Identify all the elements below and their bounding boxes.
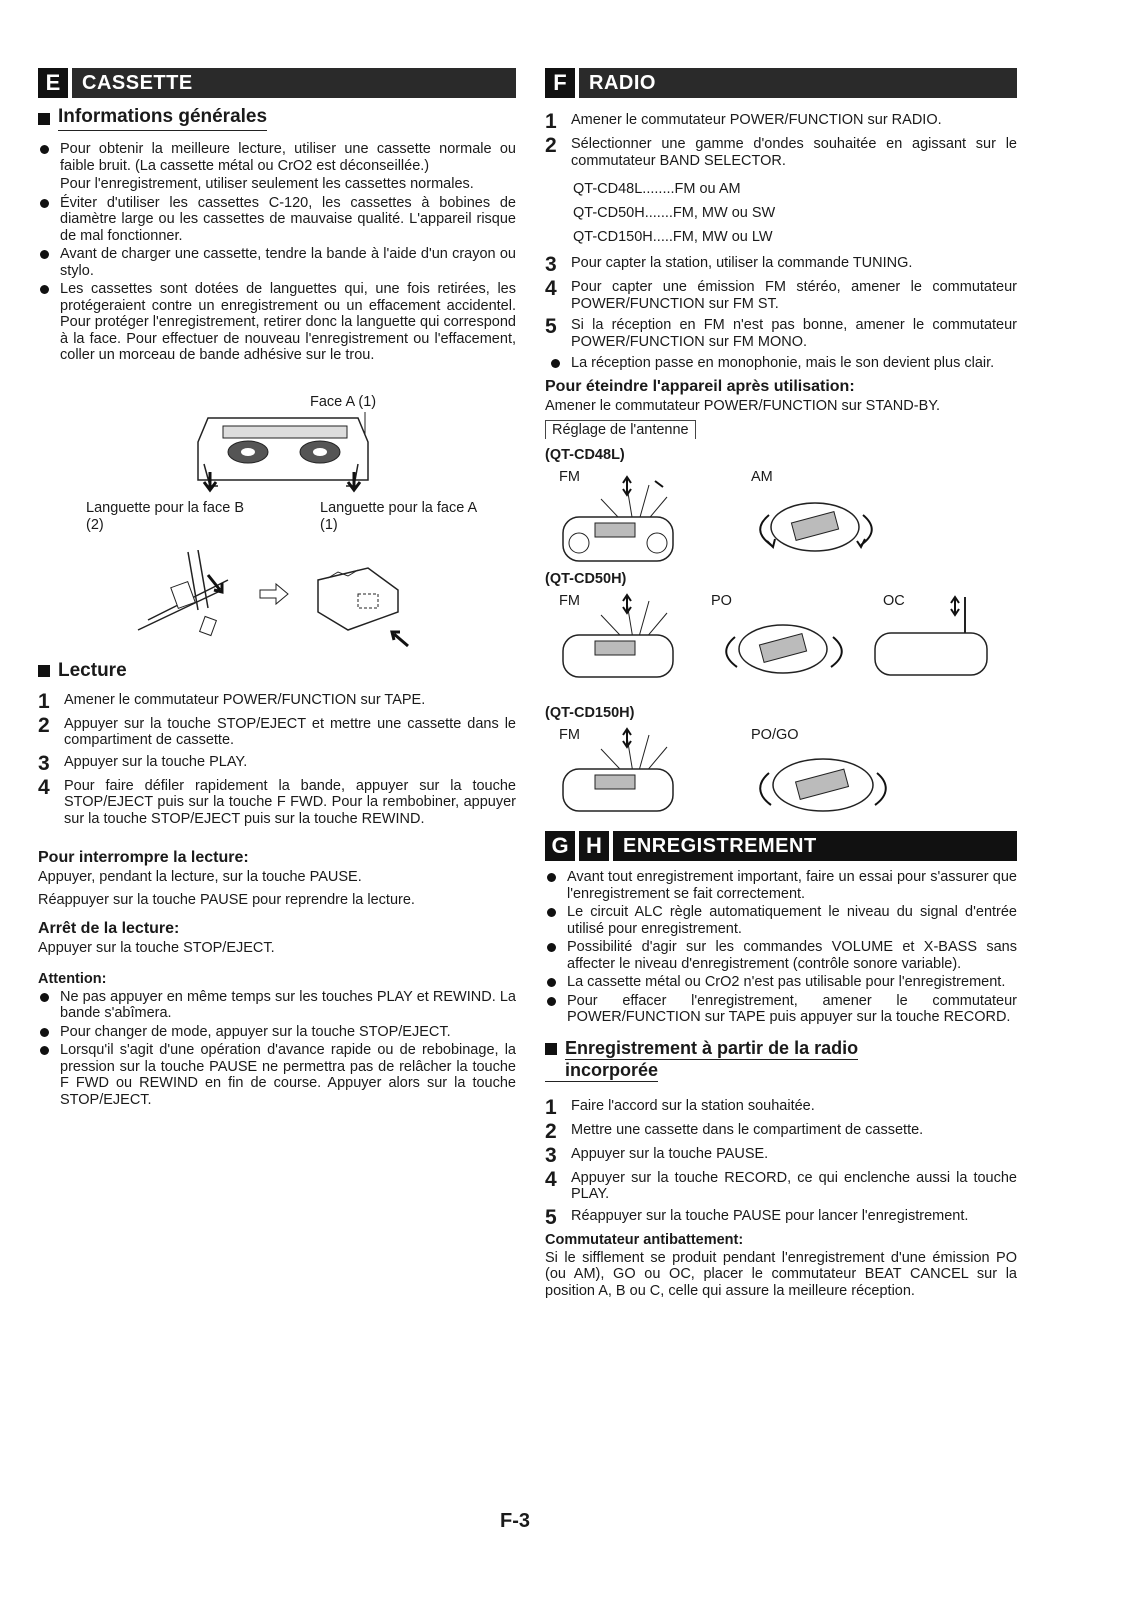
cassette-tab-illustration: [38, 412, 516, 512]
radio-antenna-illustration: [545, 723, 1017, 825]
radio-steps-a: [545, 112, 1017, 169]
cassette-section-header: [38, 68, 516, 98]
attention-list: [38, 989, 516, 1109]
list-item: 3 Appuyer sur la touche PAUSE.: [545, 1143, 769, 1167]
section-letter-g: G: [545, 831, 575, 861]
list-item: Ne pas appuyer en même temps sur les touches PLAY et REWIND. La bande s'abîmera.: [38, 989, 516, 1022]
list-item: Lorsqu'il s'agit d'une opération d'avance rapide ou de rebobinage, la pression sur la touche PAUSE ne permettra pas de relâcher la touche F FWD ou REWIND en fin de course. Appuyer alors sur la touche STOP/EJECT.: [38, 1042, 516, 1108]
fm-label: FM: [559, 727, 580, 743]
beat-cancel-heading: Commutateur antibattement:: [545, 1231, 744, 1248]
list-item: Pour obtenir la meilleure lecture, utiliser une cassette normale ou faible bruit. (La cassette métal ou CrO2 est déconseillée.): [38, 141, 516, 174]
radio-record-steps: [545, 1095, 1017, 1229]
face-a-label: Face A (1): [310, 393, 377, 410]
general-info-heading: Informations générales: [38, 106, 516, 131]
list-item: 3 Appuyer sur la touche PLAY.: [38, 751, 248, 775]
list-item: Pour changer de mode, appuyer sur la touche STOP/EJECT.: [38, 1024, 516, 1041]
interrupt-text-1: Appuyer, pendant la lecture, sur la touche PAUSE.: [38, 869, 362, 885]
list-item: 1 Amener le commutateur POWER/FUNCTION sur TAPE.: [38, 689, 426, 713]
playback-heading: Lecture: [38, 660, 516, 682]
square-bullet-icon: [38, 113, 50, 125]
radio-record-heading: Enregistrement à partir de la radio incorporée: [545, 1038, 1017, 1082]
antenna-row-cd150h: [545, 723, 1017, 825]
list-item: 5 Réappuyer sur la touche PAUSE pour lancer l'enregistrement.: [545, 1205, 969, 1229]
right-column: [545, 68, 1017, 1299]
list-item: Possibilité d'agir sur les commandes VOLUME et X-BASS sans affecter le niveau d'enregistrement (contrôle sonore variable).: [545, 939, 1017, 972]
radio-antenna-illustration: [545, 589, 1017, 691]
list-item: La réception passe en monophonie, mais le son devient plus clair.: [549, 355, 1017, 372]
model-band-list: [573, 177, 1017, 249]
antenna-adjust-title: Réglage de l'antenne: [545, 420, 696, 439]
cassette-figure: [38, 370, 516, 660]
antenna-row-cd48l: [545, 465, 1017, 567]
record-section-title: ENREGISTREMENT: [613, 831, 1017, 861]
model-heading-cd150h: (QT-CD150H): [545, 705, 635, 721]
square-bullet-icon: [38, 665, 50, 677]
fm-label: FM: [559, 593, 580, 609]
list-item: Pour effacer l'enregistrement, amener le commutateur POWER/FUNCTION sur TAPE puis appuyer sur la touche RECORD.: [545, 993, 1017, 1026]
list-item: 1 Faire l'accord sur la station souhaitée.: [545, 1095, 815, 1119]
list-item: Avant de charger une cassette, tendre la bande à l'aide d'un crayon ou stylo.: [38, 246, 516, 279]
playback-steps: [38, 689, 516, 828]
list-note: Pour l'enregistrement, utiliser seulement les cassettes normales.: [60, 176, 474, 192]
tab-face-a-label: Languette pour la face A (1): [320, 499, 477, 533]
power-off-heading: Pour éteindre l'appareil après utilisation:: [545, 377, 855, 395]
radio-fm-antenna-illustration: [545, 465, 1017, 567]
section-letter-f: F: [545, 68, 575, 98]
radio-section-title: RADIO: [579, 68, 1017, 98]
record-notes-list: [545, 869, 1017, 1026]
tab-face-b-label: Languette pour la face B (2): [86, 499, 245, 533]
tab-removal-illustration: [38, 550, 516, 660]
list-item: 4 Appuyer sur la touche RECORD, ce qui enclenche aussi la touche PLAY.: [545, 1167, 1017, 1202]
cassette-section-title: CASSETTE: [72, 68, 516, 98]
section-letter-h: H: [579, 831, 609, 861]
attention-heading: Attention:: [38, 970, 107, 987]
beat-cancel-text: Si le sifflement se produit pendant l'enregistrement d'une émission PO (ou AM), GO ou OC, placer le commutateur BEAT CANCEL sur la position A, B ou C, celle qui assure la meilleure réception.: [545, 1249, 1017, 1299]
list-item: 2 Mettre une cassette dans le compartiment de cassette.: [545, 1119, 924, 1143]
stop-text: Appuyer sur la touche STOP/EJECT.: [38, 940, 275, 956]
model-heading-cd50h: (QT-CD50H): [545, 571, 627, 587]
list-item: 4 Pour faire défiler rapidement la bande, appuyer sur la touche STOP/EJECT puis sur la touche F FWD. Pour la rembobiner, appuyer sur la touche STOP/EJECT puis sur la touche REWIND.: [38, 775, 516, 827]
list-item: 2 Sélectionner une gamme d'ondes souhaitée en agissant sur le commutateur BAND SELECTOR.: [545, 134, 1017, 169]
list-item: 4 Pour capter une émission FM stéréo, amener le commutateur POWER/FUNCTION sur FM ST.: [545, 277, 1017, 312]
section-letter-e: E: [38, 68, 68, 98]
fm-label: FM: [559, 469, 580, 485]
list-item: 5 Si la réception en FM n'est pas bonne, amener le commutateur POWER/FUNCTION sur FM MONO.: [545, 315, 1017, 350]
radio-steps-b: [545, 255, 1017, 350]
model-band-item: QT-CD150H.....FM, MW ou LW: [573, 229, 773, 245]
interrupt-text-2: Réappuyer sur la touche PAUSE pour reprendre la lecture.: [38, 891, 415, 908]
square-bullet-icon: [545, 1043, 557, 1055]
list-item: Éviter d'utiliser les cassettes C-120, les cassettes à bobines de diamètre large ou les cassettes de mauvaise qualité. L'appareil risque de mal fonctionner.: [38, 195, 516, 245]
page-number: F-3: [500, 1510, 530, 1532]
po-go-label: PO/GO: [751, 727, 799, 743]
antenna-row-cd50h: [545, 589, 1017, 691]
oc-label: OC: [883, 593, 905, 609]
list-item: Les cassettes sont dotées de languettes qui, une fois retirées, les protégeraient contre un enregistrement ou un effacement accidentel. Pour protéger l'enregistrement, retirer donc la languette qui correspond à la face. Pour effectuer de nouveau l'enregistrement ou l'effacement, coller un morceau de bande adhésive sur le trou.: [38, 281, 516, 364]
model-heading-cd48l: (QT-CD48L): [545, 447, 625, 463]
mono-note-list: [549, 355, 1017, 372]
radio-section-header: [545, 68, 1017, 98]
model-band-item: QT-CD48L........FM ou AM: [573, 181, 741, 197]
list-item: Le circuit ALC règle automatiquement le niveau du signal d'entrée utilisé pour enregistrement.: [545, 904, 1017, 937]
interrupt-heading: Pour interrompre la lecture:: [38, 849, 249, 866]
list-item: 3 Pour capter la station, utiliser la commande TUNING.: [545, 253, 913, 276]
stop-heading: Arrêt de la lecture:: [38, 920, 180, 937]
list-item: Avant tout enregistrement important, faire un essai pour s'assurer que l'enregistrement se fait correctement.: [545, 869, 1017, 902]
list-item: La cassette métal ou CrO2 n'est pas utilisable pour l'enregistrement.: [545, 974, 1017, 991]
list-item: 1 Amener le commutateur POWER/FUNCTION sur RADIO.: [545, 110, 942, 133]
list-item: 2 Appuyer sur la touche STOP/EJECT et mettre une cassette dans le compartiment de cassette.: [38, 713, 516, 748]
power-off-text: Amener le commutateur POWER/FUNCTION sur STAND-BY.: [545, 397, 941, 414]
am-label: AM: [751, 469, 773, 485]
record-section-header: [545, 831, 1017, 861]
general-info-list: [38, 141, 516, 364]
po-label: PO: [711, 593, 732, 609]
model-band-item: QT-CD50H.......FM, MW ou SW: [573, 205, 776, 221]
left-column: [38, 68, 516, 1114]
